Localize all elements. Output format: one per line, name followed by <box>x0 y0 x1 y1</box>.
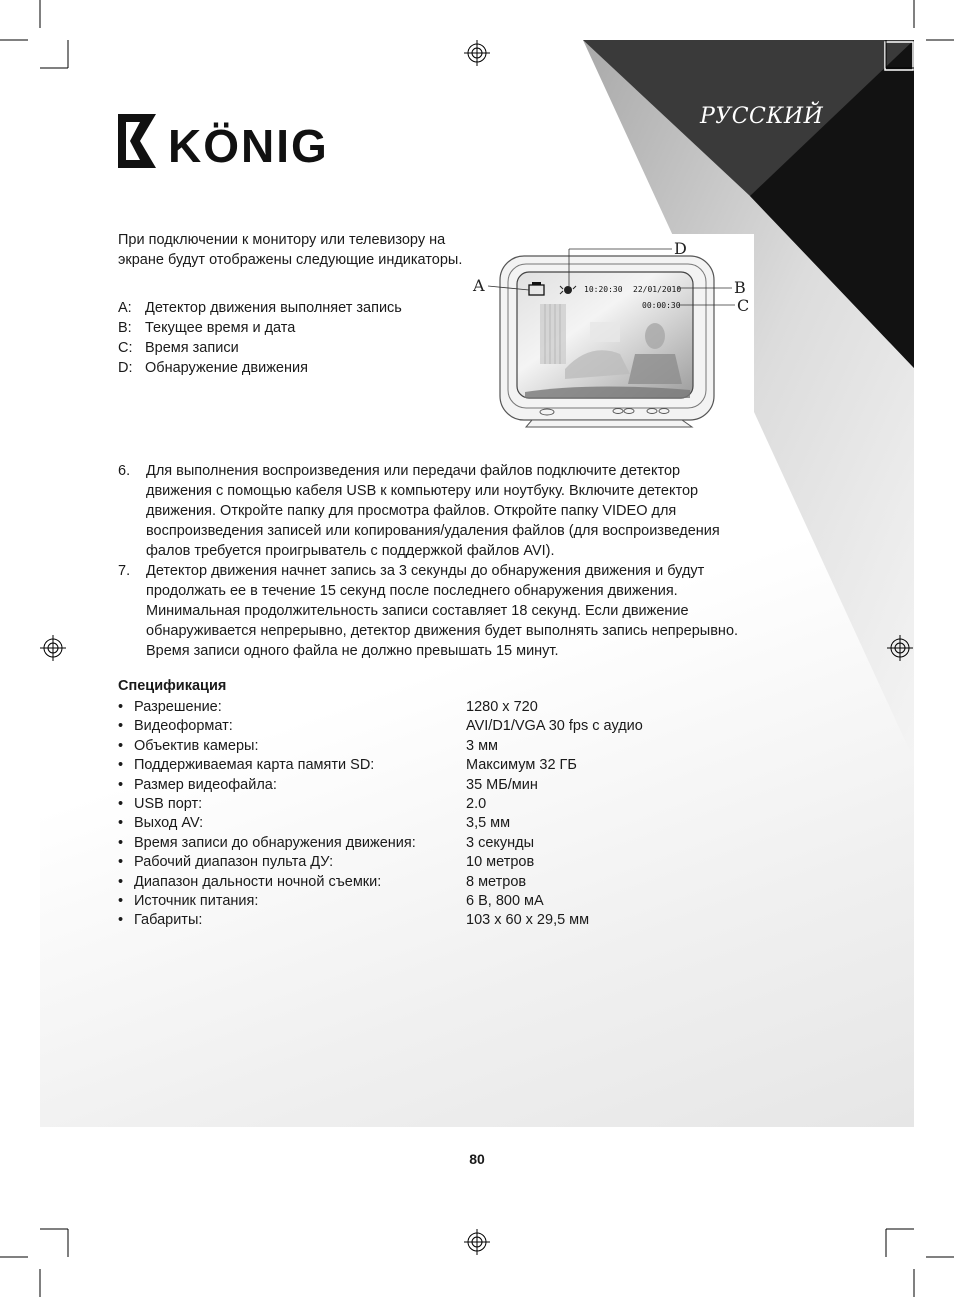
spec-row: • Выход AV: 3,5 мм <box>118 815 511 832</box>
spec-title: Спецификация <box>118 678 227 694</box>
spec-row: • Рабочий диапазон пульта ДУ: 10 метров <box>118 854 535 871</box>
spec-row: • Габариты: 103 x 60 x 29,5 мм <box>118 912 590 929</box>
konig-logo-mark <box>118 112 348 172</box>
spec-row: • Источник питания: 6 В, 800 мА <box>118 892 544 909</box>
osd-time: 10:20:30 <box>584 285 623 294</box>
indicator-a: A: Детектор движения выполняет запись <box>118 300 402 316</box>
spec-row: • Поддерживаемая карта памяти SD: Максимум 32 ГБ <box>118 757 577 774</box>
monitor-figure <box>470 234 754 434</box>
spec-row: • USB порт: 2.0 <box>118 795 487 812</box>
step-6: 6. Для выполнения воспроизведения или передачи файлов подключите детектор движения с помощью кабеля USB к компьютеру или ноутбуку. Включите детектор движения. Откройте папку для просмотра файлов. Откройте папку VIDEO для воспроизведения записей или копирования/удаления файлов (для воспроизведения фалов требуется проигрыватель с поддержкой файлов AVI). <box>118 463 720 559</box>
spec-row: • Видеоформат: AVI/D1/VGA 30 fps с аудио <box>118 718 643 735</box>
spec-row: • Время записи до обнаружения движения: 3 секунды <box>118 834 535 851</box>
spec-row: • Объектив камеры: 3 мм <box>118 737 499 754</box>
language-header: РУССКИЙ <box>700 104 824 129</box>
spec-row: • Разрешение: 1280 x 720 <box>118 699 538 715</box>
steps-list <box>118 461 748 661</box>
label-c: C <box>737 296 750 315</box>
osd-date: 22/01/2010 <box>633 285 682 294</box>
intro-paragraph: При подключении к монитору или телевизору на экране будут отображены следующие индикаторы. <box>118 232 463 268</box>
label-a: A <box>473 276 485 295</box>
indicator-d: D: Обнаружение движения <box>118 360 308 376</box>
step-7: 7. Детектор движения начнет запись за 3 секунды до обнаружения движения и будут продолжать ее в течение 15 секунд после последнего обнаружения движения. Минимальная продолжительность записи составляет 18 секунд. Если движение обнаруживается непрерывно, детектор движения будет выполнять запись непрерывно. Время записи одного файла не должно превышать 15 минут. <box>118 563 739 659</box>
page-number: 80 <box>469 1151 485 1167</box>
spec-list <box>118 698 643 931</box>
konig-logo <box>118 112 348 177</box>
label-b: B <box>734 278 746 297</box>
spec-row: • Диапазон дальности ночной съемки: 8 метров <box>118 873 527 890</box>
spec-row: • Размер видеофайла: 35 МБ/мин <box>118 776 538 793</box>
logo-wordmark: KÖNIG <box>168 120 329 172</box>
osd-rec-time: 00:00:30 <box>642 301 681 310</box>
label-d: D <box>674 239 687 258</box>
indicator-b: B: Текущее время и дата <box>118 320 296 336</box>
indicator-c: C: Время записи <box>118 340 239 356</box>
